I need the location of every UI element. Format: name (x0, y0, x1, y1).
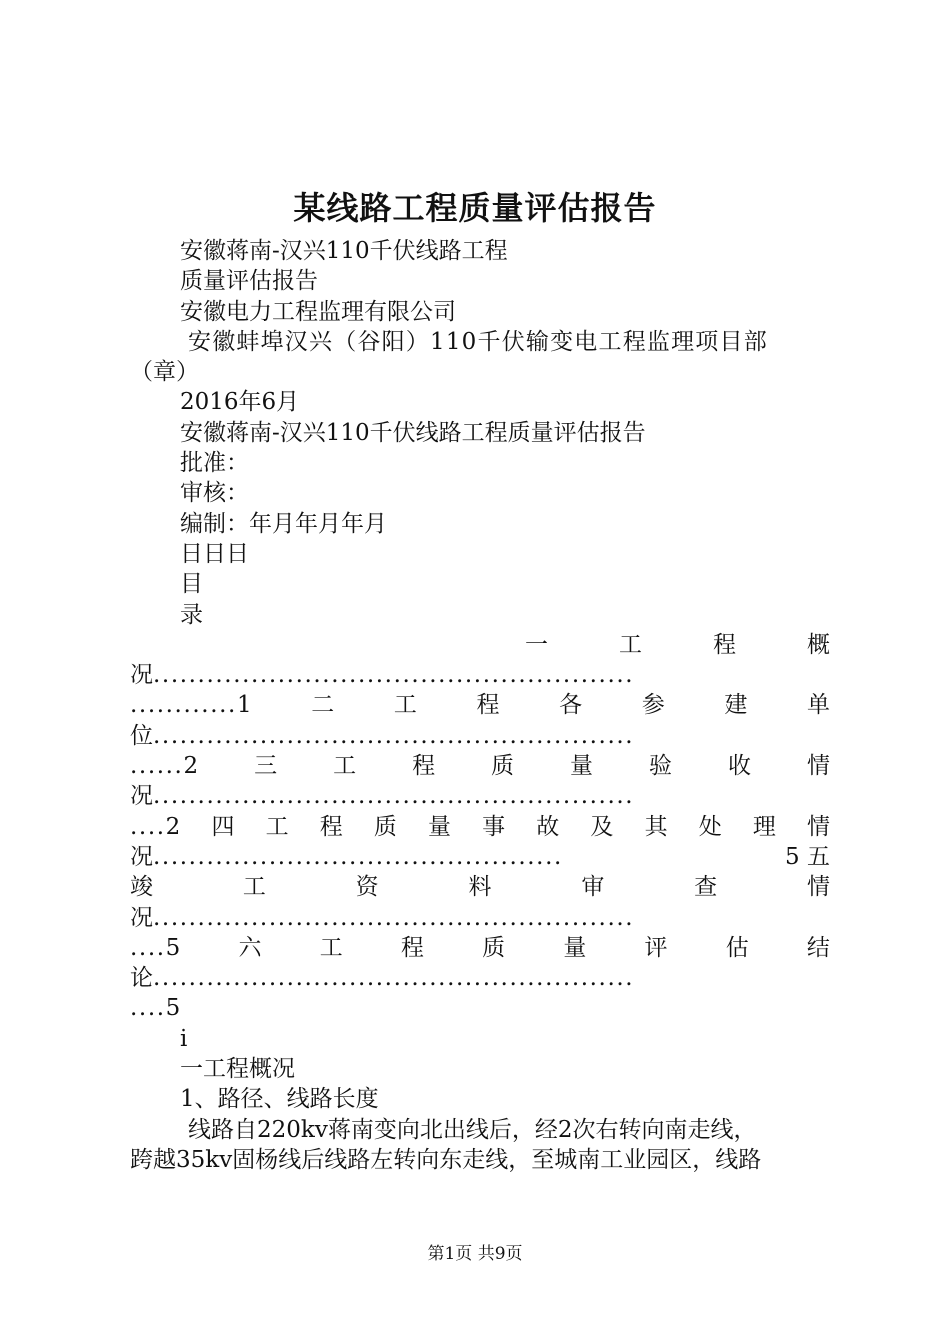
toc-char: 程 (319, 813, 343, 840)
project-name-line: 安徽蒋南-汉兴110千伏线路工程 (180, 238, 508, 264)
paragraph-line: 跨越35kv固杨线后线路左转向东走线，至城南工业园区，线路 (130, 1146, 762, 1173)
toc-row (130, 751, 830, 781)
toc-char: 参 (641, 692, 665, 719)
toc-char: 资 (355, 874, 379, 901)
toc-char: 验 (649, 753, 673, 780)
report-title-line: 安徽蒋南-汉兴110千伏线路工程质量评估报告 (180, 419, 646, 446)
toc-char: 情 (806, 753, 830, 780)
date-line: 2016年6月 (180, 389, 300, 416)
toc-char: 质 (491, 753, 515, 780)
toc-char: 程 (713, 631, 736, 658)
toc-char: 况 (130, 662, 153, 689)
toc-dots: ...................................................... (153, 904, 635, 931)
toc-char: 量 (570, 753, 594, 780)
toc-entry-start (130, 812, 180, 842)
review-label: 审核： (180, 480, 249, 507)
toc-page-number: 5 五 (785, 843, 830, 870)
section-heading: 一工程概况 (180, 1056, 295, 1083)
toc-char: 查 (694, 874, 718, 901)
toc-char: 况 (130, 783, 153, 810)
department-line: 安徽蚌埠汉兴（谷阳）110千伏输变电工程监理项目部 (188, 328, 768, 355)
toc-page-number: 5 (165, 995, 181, 1022)
toc-char: 结 (806, 934, 830, 961)
toc-row (130, 933, 830, 963)
toc-char: 程 (412, 753, 436, 780)
toc-char: 三 (254, 753, 278, 780)
toc-char: 处 (698, 813, 722, 840)
document-body (130, 236, 830, 1175)
compile-label: 编制：年月年月年月 (180, 510, 387, 537)
toc-char: 质 (373, 813, 397, 840)
toc-dots: ...................................................... (153, 722, 635, 749)
toc-char: 收 (728, 753, 751, 780)
toc-char: 各 (559, 692, 583, 719)
toc-char: 论 (130, 965, 153, 992)
toc-char: 单 (806, 692, 830, 719)
toc-dots: .............................................. (153, 843, 563, 870)
toc-char: 量 (563, 934, 587, 961)
toc-dots: ...... (130, 753, 184, 780)
toc-char: 事 (482, 813, 506, 840)
toc-char: 况 (130, 904, 153, 931)
toc-page-number: 2 (165, 813, 181, 840)
toc-char: 程 (476, 692, 500, 719)
toc-char: 质 (482, 934, 506, 961)
toc-heading-char-1: 目 (180, 571, 203, 598)
toc-row (130, 721, 830, 751)
toc-row (130, 660, 830, 690)
toc-row (130, 963, 830, 993)
department-seal-line: （章） (130, 359, 199, 386)
toc-page-number: 5 (165, 934, 181, 961)
toc-row (130, 993, 830, 1023)
toc-row (130, 690, 830, 720)
toc-row (130, 842, 830, 872)
toc-row (130, 630, 830, 660)
toc-char: 情 (806, 874, 830, 901)
toc-entry-start (130, 842, 563, 872)
toc-entry-start (130, 751, 198, 781)
toc-dots: ............ (130, 692, 237, 719)
toc-char: 四 (211, 813, 235, 840)
toc-dots: .... (130, 934, 166, 961)
toc-char: 六 (238, 934, 262, 961)
toc-char: 工 (319, 934, 343, 961)
toc-char: 工 (333, 753, 357, 780)
toc-page-number: 1 (236, 692, 252, 719)
days-line: 日日日 (180, 540, 249, 567)
paragraph-line: 线路自220kv蒋南变向北出线后，经2次右转向南走线， (188, 1116, 757, 1143)
toc-char: 量 (428, 813, 451, 840)
toc-row (130, 781, 830, 811)
toc-entry-start (130, 933, 180, 963)
report-subtitle-line: 质量评估报告 (180, 268, 318, 295)
toc-char: 审 (581, 874, 605, 901)
toc-char: 位 (130, 722, 153, 749)
roman-page-number: i (180, 1025, 188, 1052)
toc-dots: .... (130, 995, 166, 1022)
document-title: 某线路工程质量评估报告 (293, 189, 657, 227)
toc-char: 工 (393, 692, 417, 719)
toc-char: 概 (807, 631, 830, 658)
toc-char: 二 (311, 692, 335, 719)
approve-label: 批准： (180, 450, 249, 477)
toc-char: 及 (590, 813, 614, 840)
toc-char: 建 (724, 692, 748, 719)
toc-dots: ...................................................... (153, 662, 635, 689)
toc-char: 工 (265, 813, 289, 840)
company-line: 安徽电力工程监理有限公司 (180, 298, 456, 325)
page-footer: 第1页 共9页 (427, 1244, 523, 1264)
subsection-heading: 1、路径、线路长度 (180, 1086, 379, 1113)
toc-dots: ...................................................... (153, 965, 635, 992)
toc-char: 竣 (130, 874, 153, 901)
toc-row (130, 872, 830, 902)
toc-page-number: 2 (183, 753, 199, 780)
toc-char: 料 (468, 874, 492, 901)
toc-char: 工 (619, 631, 642, 658)
toc-char: 况 (130, 843, 153, 870)
toc-char: 故 (536, 813, 560, 840)
toc-char: 工 (242, 874, 266, 901)
toc-char: 评 (644, 934, 668, 961)
toc-dots: ...................................................... (153, 783, 635, 810)
toc-heading-char-2: 录 (180, 601, 203, 628)
toc-row (130, 903, 830, 933)
toc-entry-start (130, 690, 252, 720)
toc-char: 其 (644, 813, 668, 840)
toc-row (130, 812, 830, 842)
toc-char: 一 (525, 631, 548, 658)
toc-dots: .... (130, 813, 166, 840)
toc-char: 情 (806, 813, 830, 840)
toc-char: 理 (752, 813, 776, 840)
toc-char: 程 (400, 934, 424, 961)
toc-char: 估 (725, 934, 749, 961)
